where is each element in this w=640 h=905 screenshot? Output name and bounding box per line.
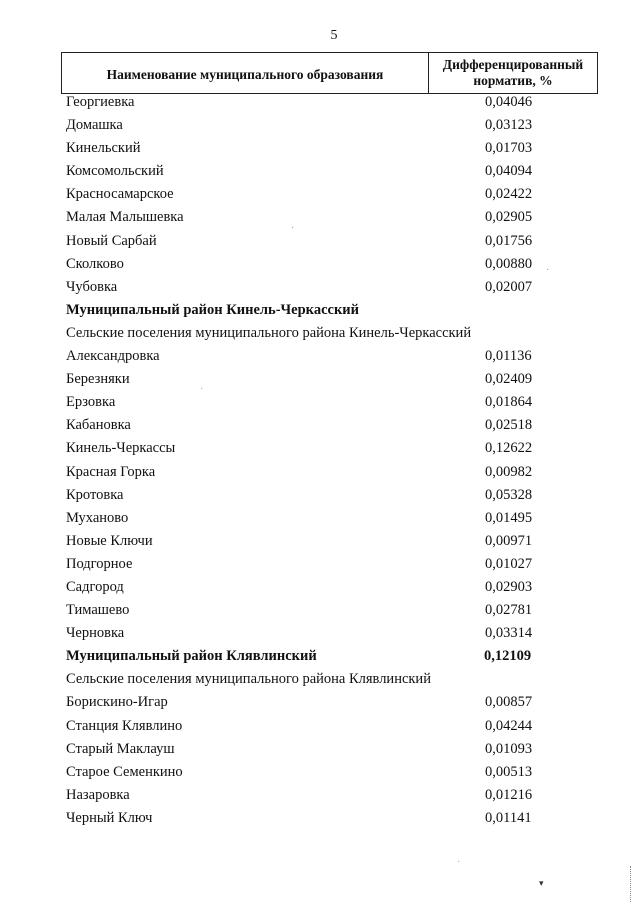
scan-edge-mark [630,866,634,902]
table-row [0,599,640,622]
row-name: Красносамарское [66,186,174,203]
column-header-normative: Дифференцированный норматив, % [442,57,584,88]
subheader-row [0,668,640,691]
table-row [0,345,640,368]
scan-speck: ▾ [539,878,544,888]
scan-speck: · [546,265,550,276]
table-row [0,461,640,484]
row-name: Сколково [66,255,124,272]
district-row [0,299,640,322]
table-header [61,52,598,94]
row-name: Александровка [66,348,160,365]
row-value: 0,04046 [485,94,533,110]
table-row [0,576,640,599]
subheader-row [0,322,640,345]
row-value: 0,04094 [485,163,533,180]
page-number: 5 [330,28,338,43]
row-value: 0,01027 [485,555,533,572]
row-value: 0,01136 [485,348,532,365]
row-name: Малая Малышевка [66,209,184,226]
row-name: Ерзовка [66,394,116,411]
row-value: 0,00971 [485,532,533,549]
table-row [0,114,640,137]
row-name: Подгорное [66,555,133,572]
district-row [0,645,640,668]
row-value: 0,03314 [485,625,533,642]
row-value: 0,01093 [485,740,533,757]
column-header-name: Наименование муниципального образования [62,53,429,93]
table-row [0,437,640,460]
row-value: 0,02905 [485,209,533,226]
row-value: 0,01703 [485,140,533,157]
row-value: 0,02781 [485,602,533,619]
row-value: 0,01495 [485,509,533,526]
table-row [0,761,640,784]
row-name: Березняки [66,371,130,388]
row-name: Черновка [66,625,125,642]
row-name: Назаровка [66,786,130,803]
table-row [0,784,640,807]
table-row [0,368,640,391]
row-value: 0,12622 [485,440,533,457]
row-name: Красная Горка [66,463,156,480]
row-name: Черный Ключ [66,809,153,826]
table-row [0,553,640,576]
row-value: 0,01756 [485,232,533,249]
row-name: Кротовка [66,486,124,503]
row-name: Старое Семенкино [66,763,183,780]
table-row [0,183,640,206]
scan-speck: · [457,857,461,868]
table-row [0,715,640,738]
table-row [0,622,640,645]
row-value: 0,01216 [485,786,533,803]
row-value: 0,03123 [485,117,533,134]
table-row [0,230,640,253]
row-name: Новый Сарбай [66,232,157,249]
table-row [0,160,640,183]
row-value: 0,00513 [485,763,533,780]
row-name: Сельские поселения муниципального района Кинель-Черкасский [66,324,472,341]
row-name: Чубовка [66,278,118,295]
table-row [0,91,640,114]
table-row [0,738,640,761]
row-name: Муниципальный район Кинель-Черкасский [66,301,360,318]
row-name: Кинельский [66,140,141,157]
table-row [0,391,640,414]
table-body [0,91,640,830]
table-row [0,507,640,530]
table-row [0,414,640,437]
row-name: Борискино-Игар [66,694,168,711]
table-row [0,276,640,299]
row-name: Кабановка [66,417,131,434]
row-value: 0,01864 [485,394,533,411]
row-value: 0,02422 [485,186,533,203]
row-name: Комсомольский [66,163,164,180]
row-value: 0,01141 [485,809,532,826]
table-row [0,484,640,507]
row-name: Кинель-Черкассы [66,440,176,457]
row-name: Сельские поселения муниципального района Клявлинский [66,671,431,688]
row-value: 0,00857 [485,694,533,711]
table-row [0,807,640,830]
row-name: Муханово [66,509,129,526]
row-value: 0,02903 [485,578,533,595]
row-value: 0,12109 [484,648,532,665]
scan-speck: · [291,223,295,234]
row-name: Георгиевка [66,94,135,110]
row-name: Новые Ключи [66,532,153,549]
table-row [0,253,640,276]
row-value: 0,04244 [485,717,533,734]
row-name: Тимашево [66,602,130,619]
table-row [0,206,640,229]
row-value: 0,00982 [485,463,533,480]
row-name: Домашка [66,117,123,134]
row-name: Садгород [66,578,124,595]
table-row [0,137,640,160]
row-value: 0,05328 [485,486,533,503]
row-name: Станция Клявлино [66,717,183,734]
row-value: 0,00880 [485,255,533,272]
scan-speck: · [200,384,204,395]
row-name: Муниципальный район Клявлинский [66,648,317,665]
row-value: 0,02409 [485,371,533,388]
table-row [0,691,640,714]
row-value: 0,02007 [485,278,533,295]
row-value: 0,02518 [485,417,533,434]
row-name: Старый Маклауш [66,740,175,757]
table-row [0,530,640,553]
